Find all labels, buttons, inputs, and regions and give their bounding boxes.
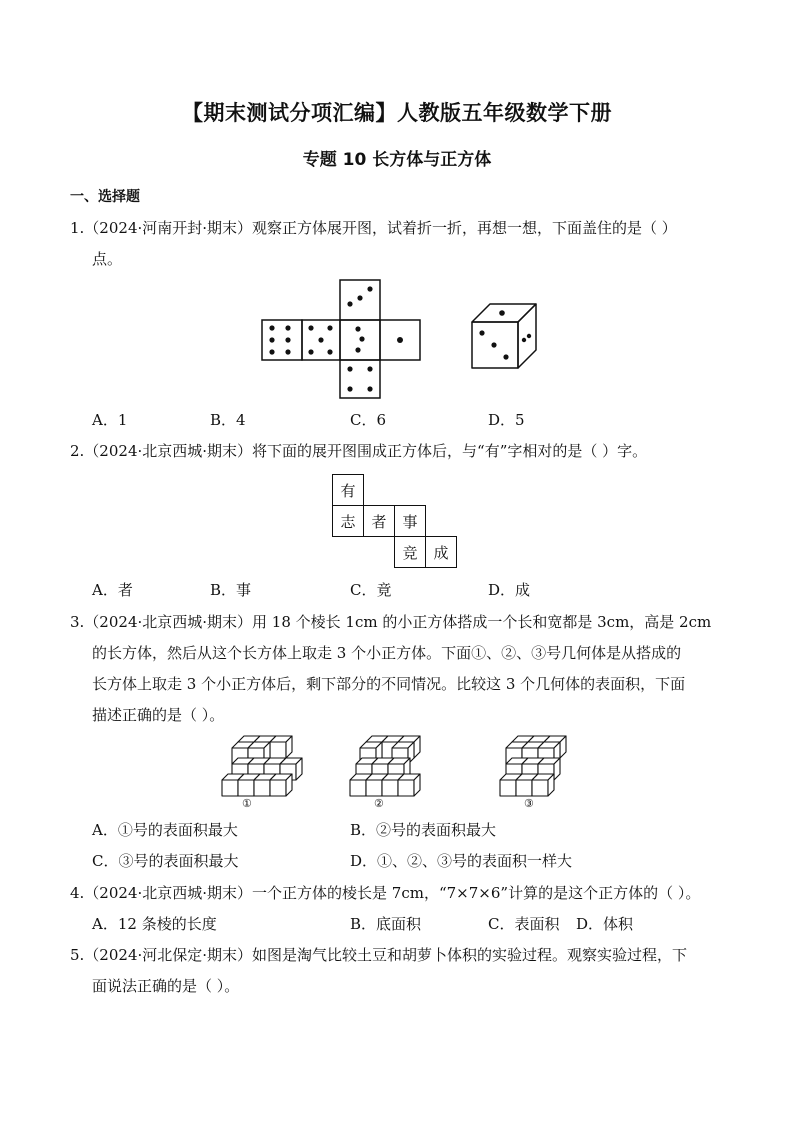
q3-figure-3: [500, 736, 566, 796]
q1-option-c[interactable]: C．6: [350, 411, 387, 429]
q4-option-b[interactable]: B．底面积: [350, 915, 422, 933]
q3-line-4: 描述正确的是（ ）。: [92, 706, 225, 724]
q2-option-d[interactable]: D．成: [488, 581, 531, 599]
q4-option-a[interactable]: A．12 条棱的长度: [92, 915, 217, 933]
q2-net-cell: 志: [332, 505, 364, 537]
q5-line-2: 面说法正确的是（ ）。: [92, 977, 240, 995]
q3-figure-label-1: ①: [242, 797, 252, 810]
section-heading: 一、选择题: [70, 189, 140, 205]
q2-net-cell: 竞: [394, 536, 426, 568]
q2-net-cell: 者: [363, 505, 395, 537]
q1-line-2: 点。: [92, 250, 123, 268]
q4-option-c[interactable]: C．表面积: [488, 915, 560, 933]
document-title: 【期末测试分项汇编】人教版五年级数学下册: [182, 101, 612, 125]
q1-option-d[interactable]: D．5: [488, 411, 525, 429]
q3-option-d[interactable]: D．①、②、③号的表面积一样大: [350, 852, 573, 870]
q1-option-b[interactable]: B．4: [210, 411, 246, 429]
q3-option-a[interactable]: A．①号的表面积最大: [92, 821, 238, 839]
q4-line-1: 4.（2024·北京西城·期末）一个正方体的棱长是 7cm，“7×7×6”计算的是这个正方体的（ ）。: [70, 884, 701, 902]
q3-line-2: 的长方体，然后从这个长方体上取走 3 个小正方体。下面①、②、③号几何体是从搭成的: [92, 644, 682, 662]
q2-option-b[interactable]: B．事: [210, 581, 252, 599]
q3-figure-1: [222, 736, 302, 796]
q2-option-a[interactable]: A．者: [92, 581, 133, 599]
q5-line-1: 5.（2024·河北保定·期末）如图是淘气比较土豆和胡萝卜体积的实验过程。观察实验过程，下: [70, 946, 688, 964]
q2-net-cell: 有: [332, 474, 364, 506]
q2-net-cell: 事: [394, 505, 426, 537]
q3-option-c[interactable]: C．③号的表面积最大: [92, 852, 239, 870]
q3-figure-label-2: ②: [374, 797, 384, 810]
q2-line-1: 2.（2024·北京西城·期末）将下面的展开图围成正方体后，与“有”字相对的是（ ）字。: [70, 442, 648, 460]
q3-figure-label-3: ③: [524, 797, 534, 810]
q3-line-1: 3.（2024·北京西城·期末）用 18 个棱长 1cm 的小正方体搭成一个长和宽都是 3cm，高是 2cm: [70, 613, 712, 631]
q1-line-1: 1.（2024·河南开封·期末）观察正方体展开图，试着折一折，再想一想，下面盖住的是（ ）: [70, 219, 677, 237]
q2-net-cell: 成: [425, 536, 457, 568]
q3-line-3: 长方体上取走 3 个小正方体后，剩下部分的不同情况。比较这 3 个几何体的表面积，下面: [92, 675, 686, 693]
document-subtitle: 专题 10 长方体与正方体: [302, 150, 492, 170]
q4-option-d[interactable]: D．体积: [576, 915, 634, 933]
q2-option-c[interactable]: C．竟: [350, 581, 392, 599]
q3-option-b[interactable]: B．②号的表面积最大: [350, 821, 497, 839]
q3-figure-2: [350, 736, 420, 796]
q1-option-a[interactable]: A．1: [92, 411, 128, 429]
